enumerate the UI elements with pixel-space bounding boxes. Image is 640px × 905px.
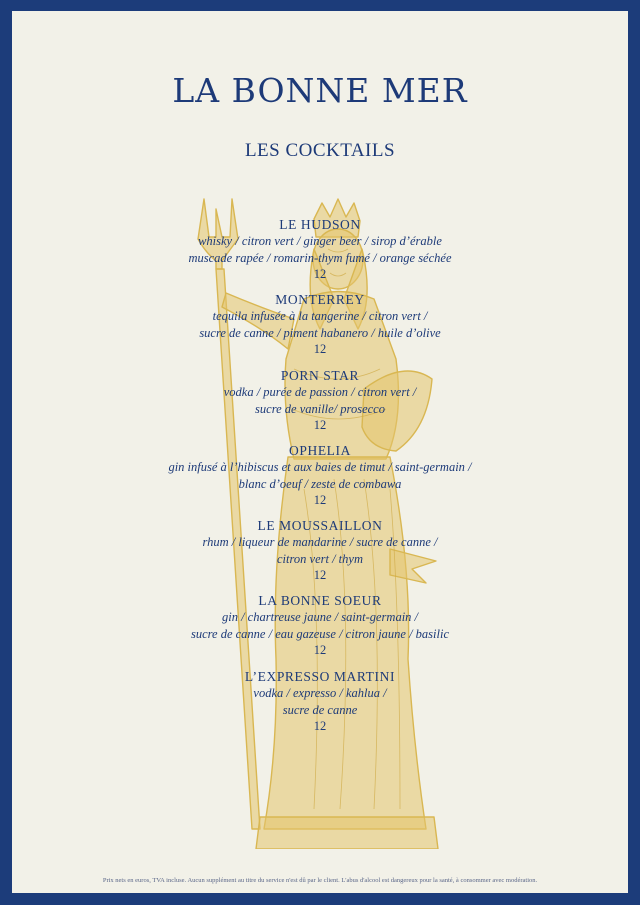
cocktail-ingredients: rhum / liqueur de mandarine / sucre de canne / bbox=[202, 535, 438, 550]
cocktail-name: LE MOUSSAILLON bbox=[257, 518, 383, 534]
cocktail-item bbox=[12, 367, 628, 433]
cocktail-item bbox=[12, 291, 628, 357]
cocktail-price: 12 bbox=[313, 267, 327, 281]
cocktail-price: 12 bbox=[313, 417, 327, 432]
cocktail-price: 12 bbox=[313, 342, 327, 357]
cocktail-ingredients: blanc d’oeuf / zeste de combawa bbox=[238, 476, 402, 491]
cocktail-list bbox=[12, 216, 628, 743]
cocktail-item bbox=[12, 592, 628, 658]
cocktail-ingredients: vodka / expresso / kahlua / bbox=[253, 685, 387, 700]
cocktail-name: MONTERREY bbox=[275, 292, 365, 308]
cocktail-name: LA BONNE SOEUR bbox=[258, 593, 382, 609]
cocktail-name: LE HUDSON bbox=[279, 217, 361, 232]
cocktail-item bbox=[12, 517, 628, 583]
cocktail-ingredients: tequila infusée à la tangerine / citron vert / bbox=[212, 309, 428, 324]
cocktail-ingredients: gin infusé à l’hibiscus et aux baies de timut / saint-germain / bbox=[168, 459, 472, 474]
cocktail-name: PORN STAR bbox=[280, 367, 360, 383]
menu-page bbox=[12, 11, 628, 893]
cocktail-price: 12 bbox=[313, 492, 327, 507]
cocktail-price: 12 bbox=[313, 643, 327, 658]
section-title: LES COCKTAILS bbox=[244, 140, 396, 161]
cocktail-item bbox=[12, 668, 628, 734]
cocktail-ingredients: vodka / purée de passion / citron vert / bbox=[223, 384, 417, 399]
cocktail-price: 12 bbox=[313, 718, 327, 733]
cocktail-ingredients: muscade rapée / romarin-thym fumé / orange séchée bbox=[188, 251, 452, 265]
restaurant-name: LA BONNE MER bbox=[172, 71, 468, 110]
cocktail-ingredients: citron vert / thym bbox=[277, 552, 363, 567]
cocktail-item bbox=[12, 216, 628, 282]
cocktail-ingredients: sucre de canne / eau gazeuse / citron jaune / basilic bbox=[190, 627, 450, 642]
cocktail-ingredients: whisky / citron vert / ginger beer / sirop d’érable bbox=[198, 234, 442, 248]
cocktail-ingredients: gin / chartreuse jaune / saint-germain / bbox=[221, 610, 419, 625]
cocktail-item bbox=[12, 442, 628, 508]
legal-footer: Prix nets en euros, TVA incluse. Aucun supplément au titre du service n'est dû par le client. L'abus d'alcool est dangereux pour la santé, à consommer avec modération. bbox=[102, 877, 538, 884]
cocktail-ingredients: sucre de canne bbox=[282, 702, 358, 717]
cocktail-ingredients: sucre de vanille/ prosecco bbox=[255, 401, 385, 416]
cocktail-name: OPHELIA bbox=[289, 442, 351, 458]
cocktail-price: 12 bbox=[313, 568, 327, 583]
cocktail-name: L’EXPRESSO MARTINI bbox=[244, 668, 396, 684]
cocktail-ingredients: sucre de canne / piment habanero / huile d’olive bbox=[199, 326, 441, 341]
